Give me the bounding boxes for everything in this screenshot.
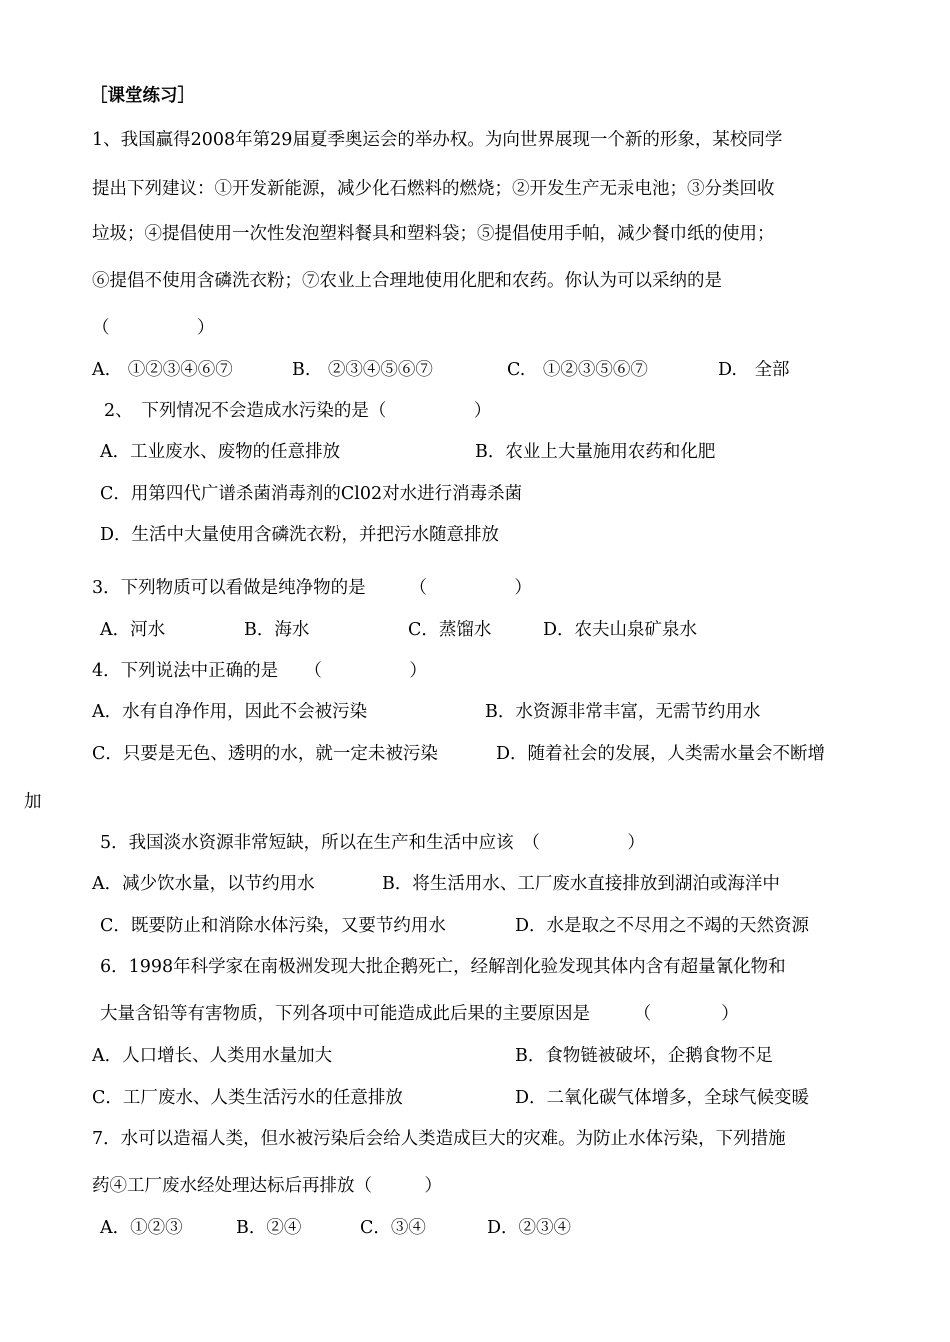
q1-line-2: 提出下列建议：①开发新能源，减少化石燃料的燃烧；②开发生产无汞电池；③分类回收 bbox=[92, 179, 775, 199]
q2-option-d: D．生活中大量使用含磷洗衣粉，并把污水随意排放 bbox=[100, 525, 500, 545]
q5-option-d: D．水是取之不尽用之不竭的天然资源 bbox=[515, 916, 810, 936]
q1-answer-blank: （ ） bbox=[92, 318, 215, 338]
q4-option-a: A．水有自净作用，因此不会被污染 bbox=[92, 702, 368, 722]
q3-option-a: A．河水 bbox=[100, 620, 166, 640]
q2-option-c: C．用第四代广谱杀菌消毒剂的Cl02对水进行消毒杀菌 bbox=[100, 484, 523, 504]
q7-line-2: 药④工厂废水经处理达标后再排放（ ） bbox=[92, 1176, 442, 1196]
q1-option-a: A. ①②③④⑥⑦ bbox=[92, 360, 233, 380]
q3-option-d: D．农夫山泉矿泉水 bbox=[543, 620, 698, 640]
q3-stem: 3．下列物质可以看做是纯净物的是 （ ） bbox=[92, 578, 532, 598]
q5-stem: 5．我国淡水资源非常短缺，所以在生产和生活中应该 （ ） bbox=[100, 833, 645, 853]
q5-option-c: C．既要防止和消除水体污染，又要节约用水 bbox=[100, 916, 446, 936]
section-heading: ［课堂练习］ bbox=[90, 86, 195, 106]
q4-option-c: C．只要是无色、透明的水，就一定未被污染 bbox=[92, 744, 438, 764]
q6-option-d: D．二氧化碳气体增多，全球气候变暖 bbox=[515, 1088, 810, 1108]
q1-line-4: ⑥提倡不使用含磷洗衣粉；⑦农业上合理地使用化肥和农药。你认为可以采纳的是 bbox=[92, 271, 722, 291]
q3-option-c: C．蒸馏水 bbox=[408, 620, 492, 640]
q7-option-a: A．①②③ bbox=[100, 1218, 183, 1238]
q6-option-a: A．人口增长、人类用水量加大 bbox=[92, 1046, 333, 1066]
q2-stem: 2、 下列情况不会造成水污染的是（ ） bbox=[104, 401, 492, 421]
q3-option-b: B．海水 bbox=[244, 620, 310, 640]
q7-option-c: C．③④ bbox=[360, 1218, 426, 1238]
q2-option-a: A．工业废水、废物的任意排放 bbox=[100, 442, 341, 462]
q1-line-3: 垃圾；④提倡使用一次性发泡塑料餐具和塑料袋；⑤提倡使用手帕，减少餐巾纸的使用； bbox=[92, 224, 775, 244]
q4-stem: 4．下列说法中正确的是 （ ） bbox=[92, 661, 427, 681]
q5-option-a: A．减少饮水量，以节约用水 bbox=[92, 874, 315, 894]
q6-line-2: 大量含铅等有害物质，下列各项中可能造成此后果的主要原因是 （ ） bbox=[100, 1004, 739, 1024]
q6-line-1: 6．1998年科学家在南极洲发现大批企鹅死亡，经解剖化验发现其体内含有超量氰化物和 bbox=[100, 957, 786, 977]
q1-line-1: 1、我国赢得2008年第29届夏季奥运会的举办权。为向世界展现一个新的形象，某校同学 bbox=[92, 130, 783, 150]
q7-line-1: 7．水可以造福人类，但水被污染后会给人类造成巨大的灾难。为防止水体污染，下列措施 bbox=[92, 1129, 786, 1149]
q1-option-c: C. ①②③⑤⑥⑦ bbox=[507, 360, 648, 380]
q2-option-b: B．农业上大量施用农药和化肥 bbox=[475, 442, 716, 462]
q4-option-b: B．水资源非常丰富，无需节约用水 bbox=[485, 702, 761, 722]
q5-option-b: B．将生活用水、工厂废水直接排放到湖泊或海洋中 bbox=[382, 874, 780, 894]
q6-option-b: B．食物链被破坏，企鹅食物不足 bbox=[515, 1046, 773, 1066]
q1-option-d: D. 全部 bbox=[718, 360, 790, 380]
q1-option-b: B. ②③④⑤⑥⑦ bbox=[292, 360, 433, 380]
q6-option-c: C．工厂废水、人类生活污水的任意排放 bbox=[92, 1088, 403, 1108]
q4-option-d: D．随着社会的发展，人类需水量会不断增 bbox=[496, 744, 826, 764]
q7-option-d: D．②③④ bbox=[487, 1218, 572, 1238]
q7-option-b: B．②④ bbox=[236, 1218, 302, 1238]
q4-option-d-wrap: 加 bbox=[24, 792, 42, 812]
